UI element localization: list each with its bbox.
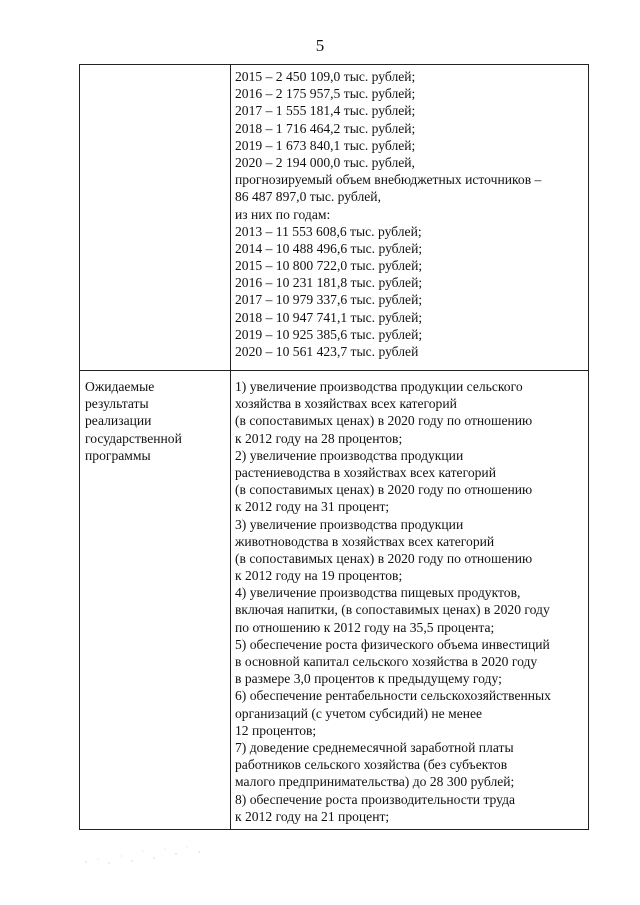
funding-line: 2018 – 1 716 464,2 тыс. рублей; — [235, 120, 416, 136]
funding-line: 2017 – 1 555 181,4 тыс. рублей; — [235, 103, 416, 119]
results-line: 5) обеспечение роста физического объема инвестиций — [235, 636, 550, 652]
results-line: 8) обеспечение роста производительности труда — [235, 791, 516, 807]
results-line: к 2012 году на 28 процентов; — [235, 430, 403, 446]
results-line: включая напитки, (в сопоставимых ценах) в 2020 году — [235, 602, 550, 618]
funding-line: из них по годам: — [235, 206, 331, 222]
results-line: 3) увеличение производства продукции — [235, 516, 464, 532]
results-line: к 2012 году на 31 процент; — [235, 499, 390, 515]
results-line: (в сопоставимых ценах) в 2020 году по отношению — [235, 482, 533, 498]
results-line: малого предпринимательства) до 28 300 рублей; — [235, 774, 515, 790]
scan-noise — [80, 842, 210, 868]
funding-line: 2020 – 2 194 000,0 тыс. рублей, — [235, 154, 415, 170]
funding-line: 2013 – 11 553 608,6 тыс. рублей; — [235, 223, 422, 239]
results-label-line: программы — [85, 447, 151, 463]
funding-line: 2019 – 10 925 385,6 тыс. рублей; — [235, 326, 423, 342]
funding-line: прогнозируемый объем внебюджетных источников – — [235, 172, 542, 188]
results-line: 6) обеспечение рентабельности сельскохозяйственных — [235, 688, 551, 704]
results-line: (в сопоставимых ценах) в 2020 году по отношению — [235, 413, 533, 429]
funding-line: 2019 – 1 673 840,1 тыс. рублей; — [235, 137, 416, 153]
results-line: в основной капитал сельского хозяйства в 2020 году — [235, 654, 538, 669]
results-line: (в сопоставимых ценах) в 2020 году по отношению — [235, 550, 533, 566]
results-line: 2) увеличение производства продукции — [235, 447, 464, 463]
page-number: 5 — [315, 36, 325, 55]
results-line: по отношению к 2012 году на 35,5 процента; — [235, 619, 495, 635]
funding-line: 2016 – 2 175 957,5 тыс. рублей; — [235, 86, 416, 102]
results-line: организаций (с учетом субсидий) не менее — [235, 705, 483, 721]
funding-line: 86 487 897,0 тыс. рублей, — [235, 189, 381, 205]
results-line: к 2012 году на 21 процент; — [235, 808, 390, 824]
column-divider — [230, 65, 231, 829]
results-line: к 2012 году на 19 процентов; — [235, 568, 403, 584]
funding-line: 2015 – 2 450 109,0 тыс. рублей; — [235, 69, 416, 84]
results-line: работников сельского хозяйства (без субъектов — [235, 757, 508, 773]
funding-line: 2017 – 10 979 337,6 тыс. рублей; — [235, 292, 423, 308]
results-line: хозяйства в хозяйствах всех категорий — [235, 396, 457, 412]
results-label-line: государственной — [85, 430, 182, 446]
funding-line: 2018 – 10 947 741,1 тыс. рублей; — [235, 309, 423, 325]
results-line: 12 процентов; — [235, 722, 317, 738]
results-label-line: Ожидаемые — [85, 379, 155, 394]
funding-cell — [235, 68, 541, 360]
results-line: 4) увеличение производства пищевых продуктов, — [235, 585, 521, 601]
funding-line: 2015 – 10 800 722,0 тыс. рублей; — [235, 258, 423, 274]
results-line: в размере 3,0 процентов к предыдущему году; — [235, 671, 502, 687]
results-line: 1) увеличение производства продукции сельского — [235, 379, 523, 394]
funding-line: 2016 – 10 231 181,8 тыс. рублей; — [235, 275, 423, 291]
row-divider — [80, 370, 588, 371]
funding-line: 2014 – 10 488 496,6 тыс. рублей; — [235, 240, 423, 256]
results-label-line: реализации — [85, 413, 152, 429]
funding-line: 2020 – 10 561 423,7 тыс. рублей — [235, 344, 419, 359]
results-line: животноводства в хозяйствах всех категорий — [235, 533, 495, 549]
results-line: растениеводства в хозяйствах всех категорий — [235, 464, 496, 480]
results-label-cell — [85, 378, 182, 464]
program-table — [79, 64, 589, 830]
results-label-line: результаты — [85, 396, 149, 412]
results-cell — [235, 378, 551, 825]
results-line: 7) доведение среднемесячной заработной платы — [235, 739, 514, 755]
